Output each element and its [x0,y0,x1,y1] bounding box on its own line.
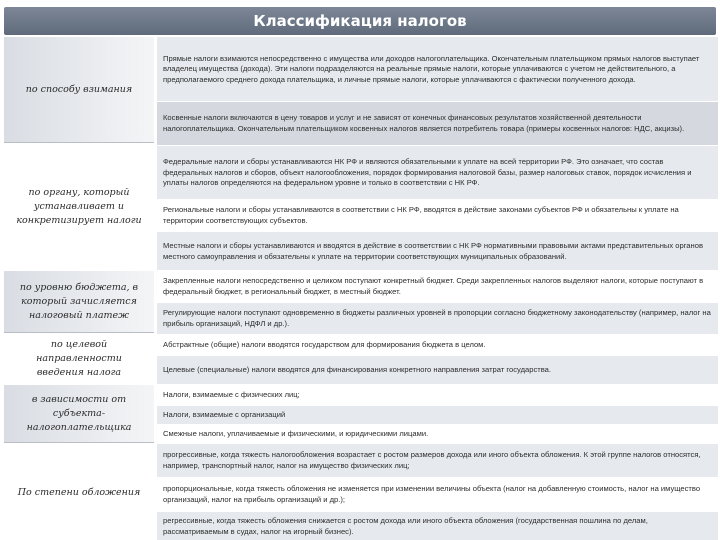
row-text: Региональные налоги и сборы устанавливаются в соответствии с НК РФ, вводятся в действие законами субъектов РФ и обязательны к уплате на территории соответствующих субъектов. [163,205,679,225]
row-regional-taxes [157,200,718,231]
row-progressive-taxes [157,444,718,477]
row-proportional-taxes [157,478,718,511]
row-text: Прямые налоги взимаются непосредственно с имущества или доходов налогоплательщика. Окончательным плательщиком прямых налогов выступает владелец имущества (дохода). Эти налоги подразделяются на реальные прямые налоги, которые уплачиваются с учетом не действительного, а предполагаемого среднего дохода плательщика, и личные прямые налоги, которые уплачиваются с фактически полученного дохода. [163,53,700,84]
row-text: прогрессивные, когда тяжесть налогообложения возрастает с ростом размеров дохода или иного объекта обложения. К этой группе налогов относятся, например, транспортный налог, налог на имущество физических лиц; [163,450,701,470]
row-text: Косвенные налоги включаются в цену товаров и услуг и не зависят от конечных финансовых результатов хозяйственной деятельности налогоплательщика. Окончательным плательщиком косвенных налогов является потребитель товара (примеры косвенных налогов: НДС, акцизы). [163,113,685,133]
row-adjacent-taxes [157,425,718,443]
category-column [4,37,154,540]
row-individual-taxes [157,385,718,405]
category-collection-method: по способу взимания [4,37,154,143]
row-text: Закрепленные налоги непосредственно и целиком поступают конкретный бюджет. Среди закрепленных налогов выделяют налоги, которые поступают в федеральный бюджет, в региональный бюджет, в местный бюджет. [163,276,704,296]
row-text: Целевые (специальные) налоги вводятся для финансирования конкретного направления затрат государства. [163,365,552,375]
slide-title: Классификация налогов [4,7,716,35]
row-text: Местные налоги и сборы устанавливаются и вводятся в действие в соответствии с НК РФ нормативными правовыми актами представительных органов местного самоуправления и обязательны к уплате на территории соответствующих муниципальных образований. [163,240,703,261]
row-organization-taxes [157,406,718,424]
row-text: Регулирующие налоги поступают одновременно в бюджеты различных уровней в пропорции согласно бюджетному законодательству (например, налог на прибыль организаций, НДФЛ и др.). [163,308,711,328]
category-taxation-degree: По степени обложения [4,445,154,540]
category-establishing-authority: по органу, который устанавливает и конкретизирует налоги [4,145,154,269]
row-text: Налоги, взимаемые с организаций [163,410,286,420]
row-text: Федеральные налоги и сборы устанавливаются НК РФ и являются обязательными к уплате на всей территории РФ. Это означает, что состав федеральных налогов и сборов, объект налогообложения, порядок формирования налоговой базы, размер налоговых ставок, порядок исчисления и уплаты налогов определяются на федеральном уровне и только в соответствии с НК РФ. [163,157,692,188]
row-text: Налоги, взимаемые с физических лиц; [163,390,300,400]
row-local-taxes [157,232,718,270]
row-text: пропорциональные, когда тяжесть обложения не изменяется при изменении величины объекта (налог на добавленную стоимость, налог на имущество организаций, налог на прибыль организаций и др.); [163,484,701,504]
category-taxpayer-subject: в зависимости от субъекта-налогоплательщика [4,385,154,443]
row-fixed-taxes [157,271,718,302]
row-regressive-taxes [157,512,718,540]
row-indirect-taxes [157,102,718,145]
row-text: Абстрактные (общие) налоги вводятся государством для формирования бюджета в целом. [163,340,486,350]
row-regulating-taxes [157,303,718,334]
row-targeted-taxes [157,356,718,384]
row-text: Смежные налоги, уплачиваемые и физическими, и юридическими лицами. [163,429,429,439]
category-purpose: по целевой направленности введения налога [4,335,154,383]
category-budget-level: по уровню бюджета, в который зачисляется налоговый платеж [4,271,154,333]
row-abstract-taxes [157,335,718,355]
row-text: регрессивные, когда тяжесть обложения снижается с ростом дохода или иного объекта обложения (государственная пошлина по делам, рассматриваемым в судах, налог на игорный бизнес). [163,515,648,536]
row-direct-taxes [157,37,718,101]
description-column [157,37,718,540]
row-federal-taxes [157,146,718,199]
